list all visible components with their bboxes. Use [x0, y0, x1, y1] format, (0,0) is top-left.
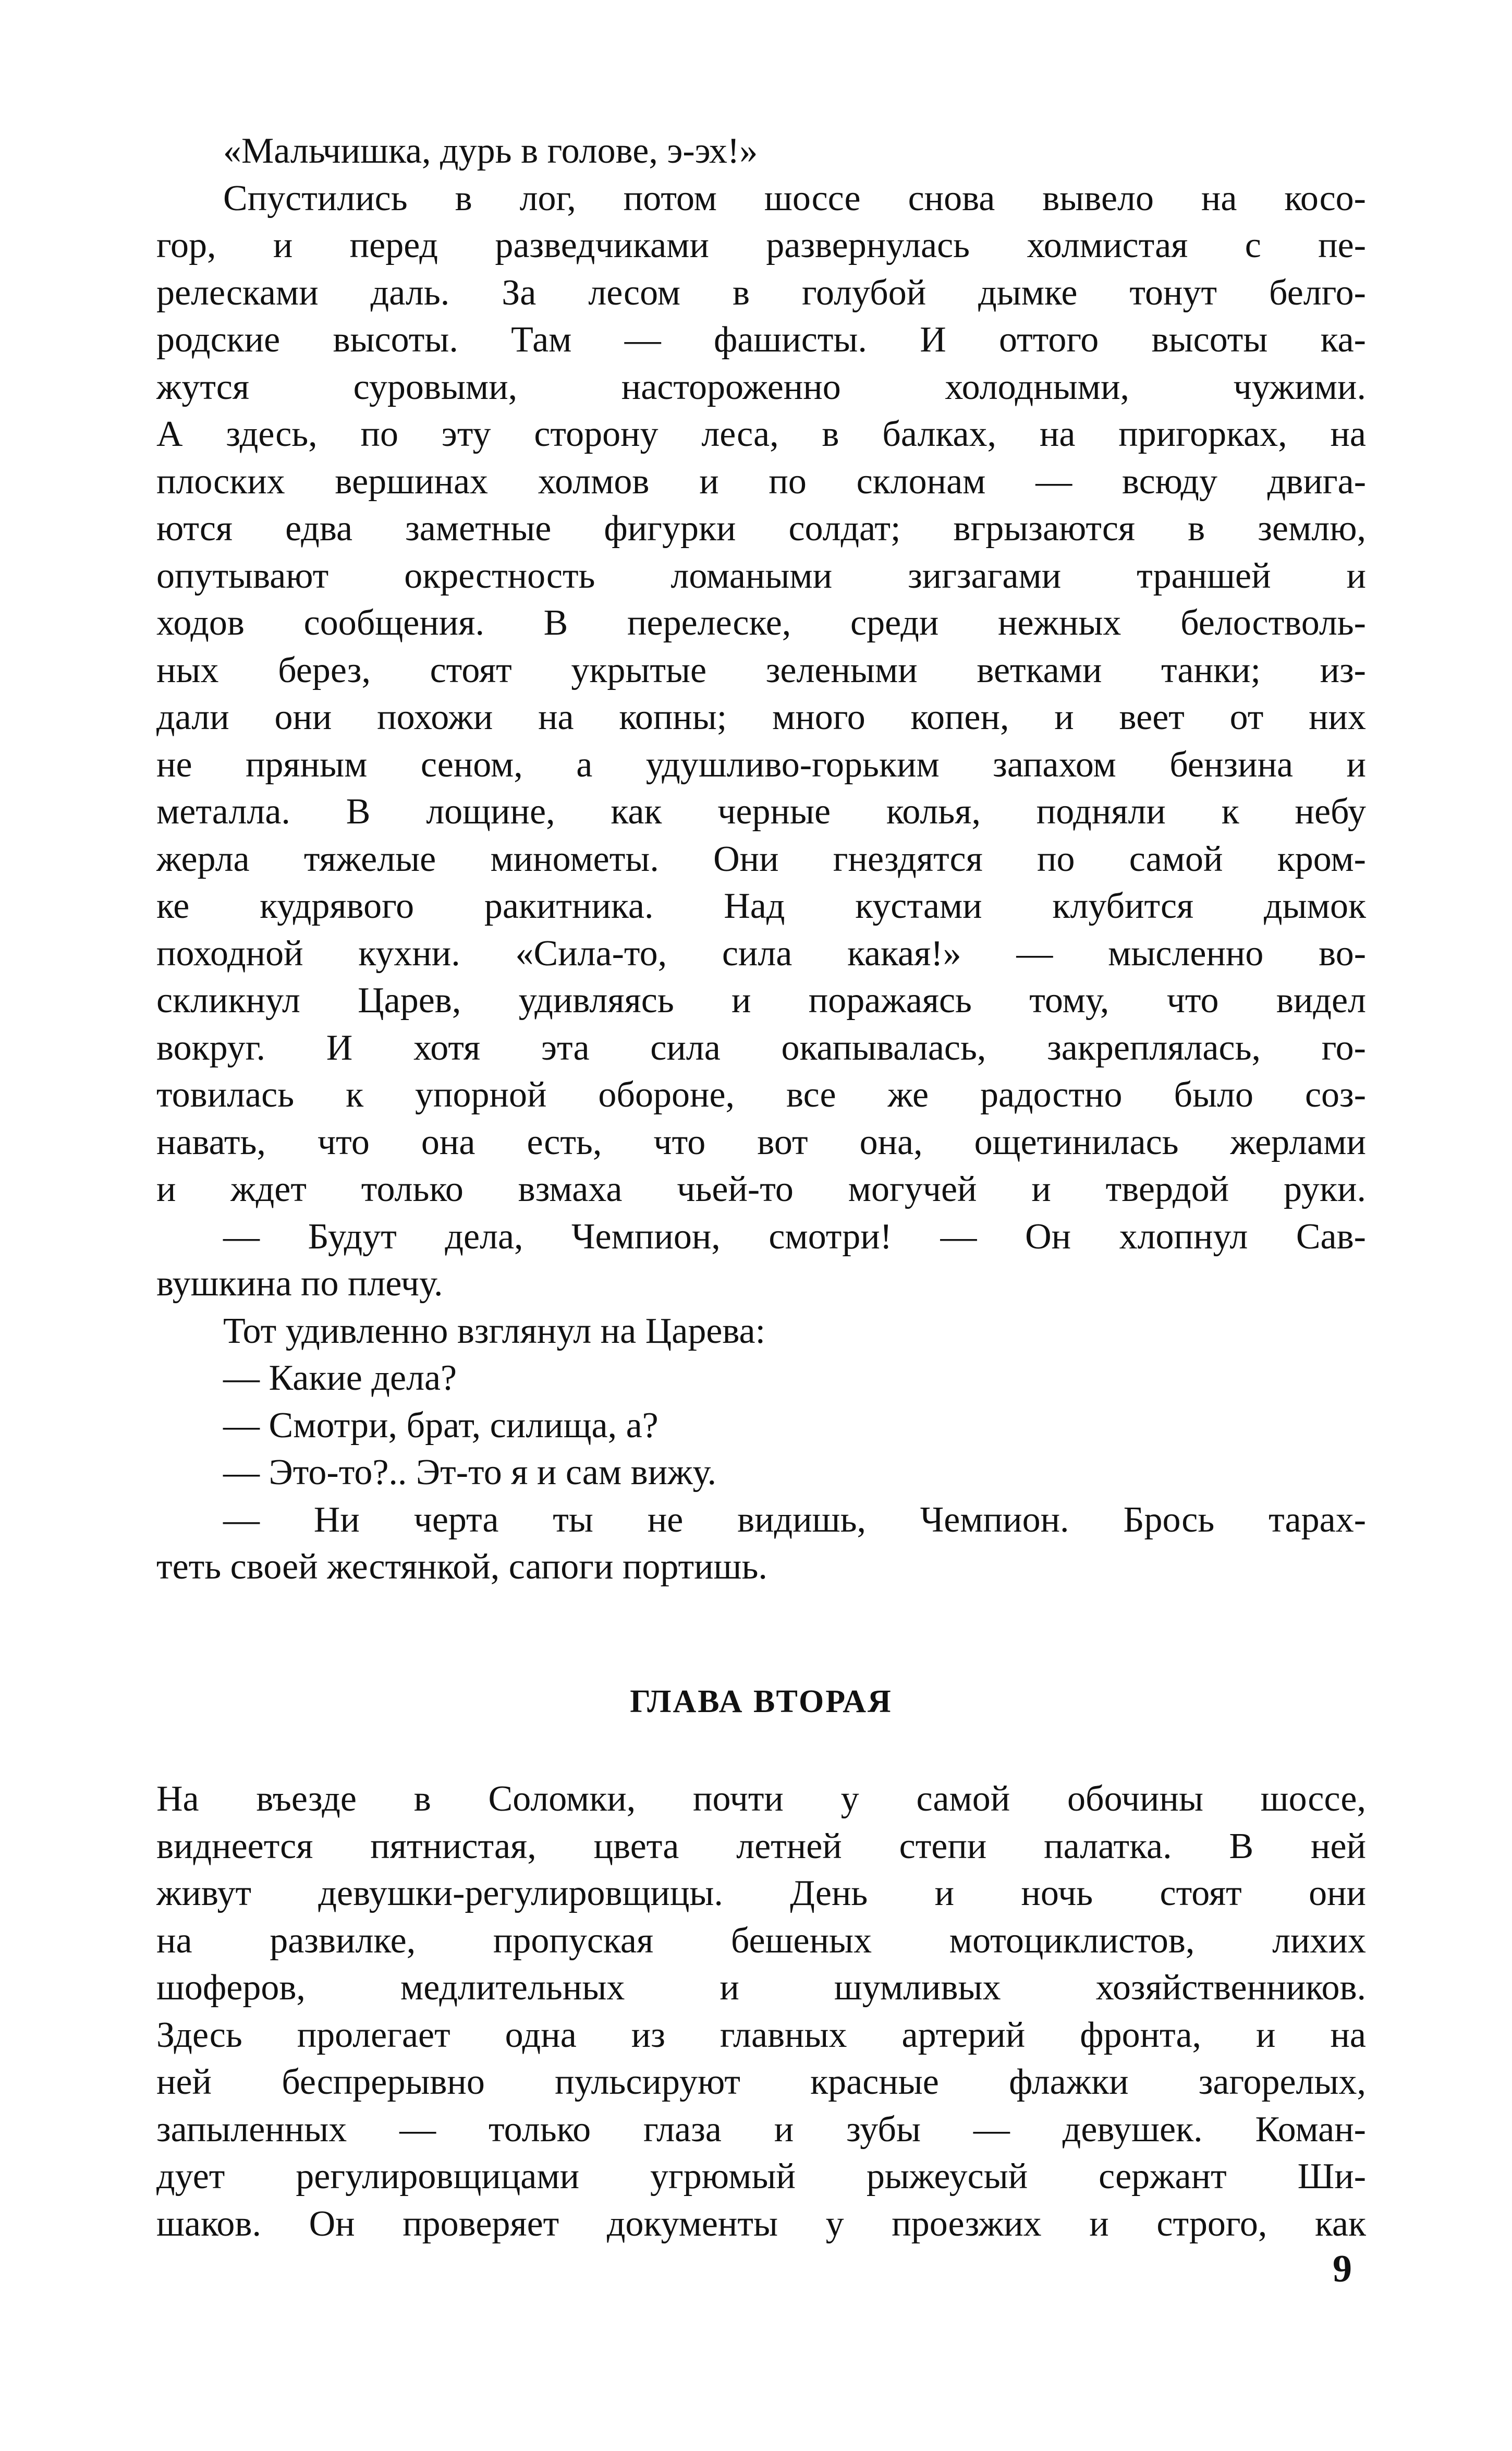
text-line: релесками даль. За лесом в голубой дымке тонут белго- [156, 272, 1366, 313]
text-line: А здесь, по эту сторону леса, в балках, на пригорках, на [156, 414, 1366, 454]
text-line: скликнул Царев, удивляясь и поражаясь тому, что видел [156, 980, 1366, 1021]
text-line: вокруг. И хотя эта сила окапывалась, закреплялась, го- [156, 1027, 1366, 1068]
text-line: жерла тяжелые минометы. Они гнездятся по самой кром- [156, 839, 1366, 879]
text-line: вушкина по плечу. [156, 1264, 443, 1304]
text-line: родские высоты. Там — фашисты. И оттого высоты ка- [156, 320, 1366, 360]
text-line: На въезде в Соломки, почти у самой обочины шоссе, [156, 1779, 1366, 1819]
text-line: не пряным сеном, а удушливо-горьким запахом бензина и [156, 744, 1366, 785]
text-line: жутся суровыми, настороженно холодными, чужими. [156, 367, 1366, 407]
page-number: 9 [1333, 2248, 1352, 2290]
text-line: дали они похожи на копны; много копен, и веет от них [156, 697, 1366, 737]
text-line: шаков. Он проверяет документы у проезжих и строго, как [156, 2203, 1366, 2244]
text-line: гор, и перед разведчиками развернулась холмистая с пе- [156, 225, 1366, 265]
text-line: «Мальчишка, дурь в голове, э-эх!» [223, 131, 758, 171]
text-line: ней беспрерывно пульсируют красные флажки загорелых, [156, 2062, 1366, 2102]
text-line: опутывают окрестность ломаными зигзагами траншей и [156, 555, 1366, 596]
chapter-heading: ГЛАВА ВТОРАЯ [630, 1684, 893, 1719]
text-line: живут девушки-регулировщицы. День и ночь стоят они [156, 1873, 1366, 1913]
text-line: Спустились в лог, потом шоссе снова вывело на косо- [223, 178, 1366, 219]
text-line: и ждет только взмаха чьей-то могучей и твердой руки. [156, 1169, 1366, 1209]
text-line: навать, что она есть, что вот она, ощетинилась жерлами [156, 1122, 1366, 1162]
text-line: ходов сообщения. В перелеске, среди нежных белостволь- [156, 603, 1366, 643]
text-line: ются едва заметные фигурки солдат; вгрызаются в землю, [156, 508, 1366, 549]
text-line: шоферов, медлительных и шумливых хозяйственников. [156, 1968, 1366, 2008]
text-line: теть своей жестянкой, сапоги портишь. [156, 1547, 767, 1587]
text-line: товилась к упорной обороне, все же радостно было соз- [156, 1075, 1366, 1115]
text-line: дует регулировщицами угрюмый рыжеусый сержант Ши- [156, 2156, 1366, 2197]
text-line: Здесь пролегает одна из главных артерий фронта, и на [156, 2015, 1366, 2055]
text-line: плоских вершинах холмов и по склонам — всюду двига- [156, 461, 1366, 502]
text-line: металла. В лощине, как черные колья, подняли к небу [156, 792, 1366, 832]
text-block-top [156, 128, 1366, 1591]
text-line: — Смотри, брат, силища, а? [223, 1405, 659, 1446]
text-line: — Это-то?.. Эт-то я и сам вижу. [223, 1452, 717, 1493]
text-block-bottom [156, 1776, 1366, 2248]
text-line: — Какие дела? [223, 1358, 457, 1398]
text-line: виднеется пятнистая, цвета летней степи палатка. В ней [156, 1826, 1366, 1866]
text-line: запыленных — только глаза и зубы — девушек. Коман- [156, 2109, 1366, 2150]
text-line: — Ни черта ты не видишь, Чемпион. Брось тарах- [223, 1499, 1366, 1540]
text-line: ке кудрявого ракитника. Над кустами клубится дымок [156, 886, 1366, 926]
text-line: Тот удивленно взглянул на Царева: [223, 1311, 766, 1351]
text-line: ных берез, стоят укрытые зелеными ветками танки; из- [156, 650, 1366, 690]
text-line: походной кухни. «Сила-то, сила какая!» — мысленно во- [156, 933, 1366, 974]
text-line: на развилке, пропуская бешеных мотоциклистов, лихих [156, 1920, 1366, 1961]
text-line: — Будут дела, Чемпион, смотри! — Он хлопнул Сав- [223, 1216, 1366, 1257]
